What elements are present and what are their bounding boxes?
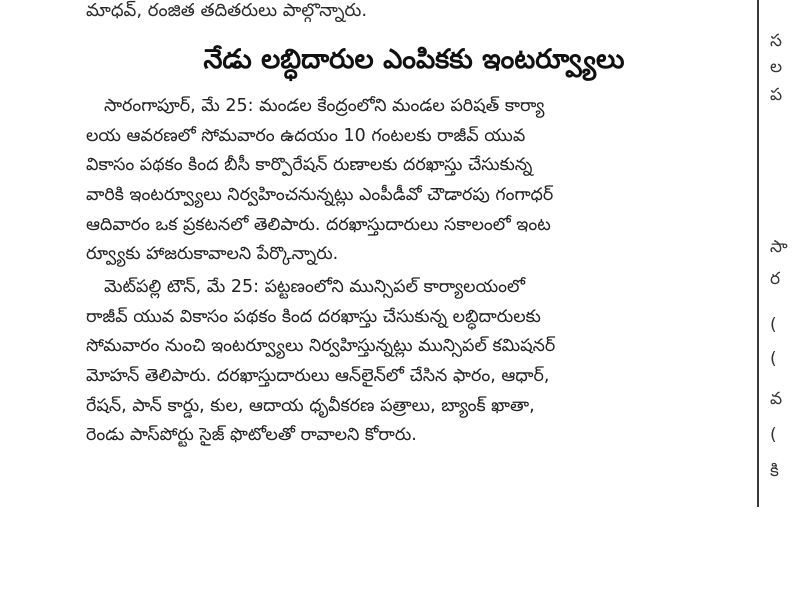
paragraph-2-line: రెండు పాస్‌పోర్టు సైజ్ ఫొటోలతో రావాలని కోరారు. [86, 425, 417, 445]
adjacent-fragment: వ [770, 389, 783, 409]
paragraph-1-line: వికాసం పథకం కింద బీసీ కార్పొరేషన్ రుణాలకు దరఖాస్తు చేసుకున్న [86, 155, 533, 175]
paragraph-1-line: ఆదివారం ఒక ప్రకటనలో తెలిపారు. దరఖాస్తుదారులు సకాలంలో ఇంట [86, 215, 551, 235]
adjacent-column-edge [766, 0, 800, 597]
adjacent-fragment: ర [770, 269, 781, 289]
paragraph-2-line: మోహన్ తెలిపారు. దరఖాస్తుదారులు ఆన్‌లైన్‌లో చేసిన ఫారం, ఆధార్, [86, 366, 550, 386]
paragraph-1-line: ర్వ్యూకు హాజరుకావాలని పేర్కొన్నారు. [86, 244, 339, 264]
adjacent-fragment: స [770, 31, 782, 51]
paragraph-2-line: రాజీవ్ యువ వికాసం పథకం కింద దరఖాస్తు చేసుకున్న లబ్ధిదారులకు [86, 307, 541, 327]
paragraph-1-line: లయ ఆవరణలో సోమవారం ఉదయం 10 గంటలకు రాజీవ్ యువ [86, 126, 526, 146]
paragraph-1-line: వారికి ఇంటర్వ్యూలు నిర్వహించనున్నట్లు ఎంపీడీవో చౌడారపు గంగాధర్ [86, 185, 554, 205]
adjacent-fragment: సా [770, 237, 788, 257]
adjacent-fragment: కి [770, 461, 779, 481]
adjacent-fragment: ల [770, 57, 783, 77]
paragraph-2-line: రేషన్, పాన్ కార్డు, కుల, ఆదాయ ధృవీకరణ పత్రాలు, బ్యాంక్ ఖాతా, [86, 396, 535, 416]
paragraph-2-line: మెట్‌పల్లి టౌన్, మే 25: పట్టణంలోని మున్సిపల్ కార్యాలయంలో [104, 277, 525, 297]
adjacent-fragment: ( [770, 349, 777, 369]
paragraph-1-line: సారంగాపూర్, మే 25: మండల కేంద్రంలోని మండల పరిషత్ కార్యా [104, 96, 545, 116]
paragraph-2-line: సోమవారం నుంచి ఇంటర్వ్యూలు నిర్వహిస్తున్నట్లు మున్సిపల్ కమిషనర్ [86, 336, 556, 356]
previous-article-tail: మాధవ్, రంజిత తదితరులు పాల్గొన్నారు. [86, 0, 368, 21]
adjacent-fragment: ప [770, 85, 783, 105]
article-headline: నేడు లబ్ధిదారుల ఎంపికకు ఇంటర్వ్యూలు [203, 44, 625, 75]
column-divider [757, 0, 759, 507]
adjacent-fragment: ( [770, 315, 777, 335]
adjacent-fragment: ( [770, 425, 777, 445]
